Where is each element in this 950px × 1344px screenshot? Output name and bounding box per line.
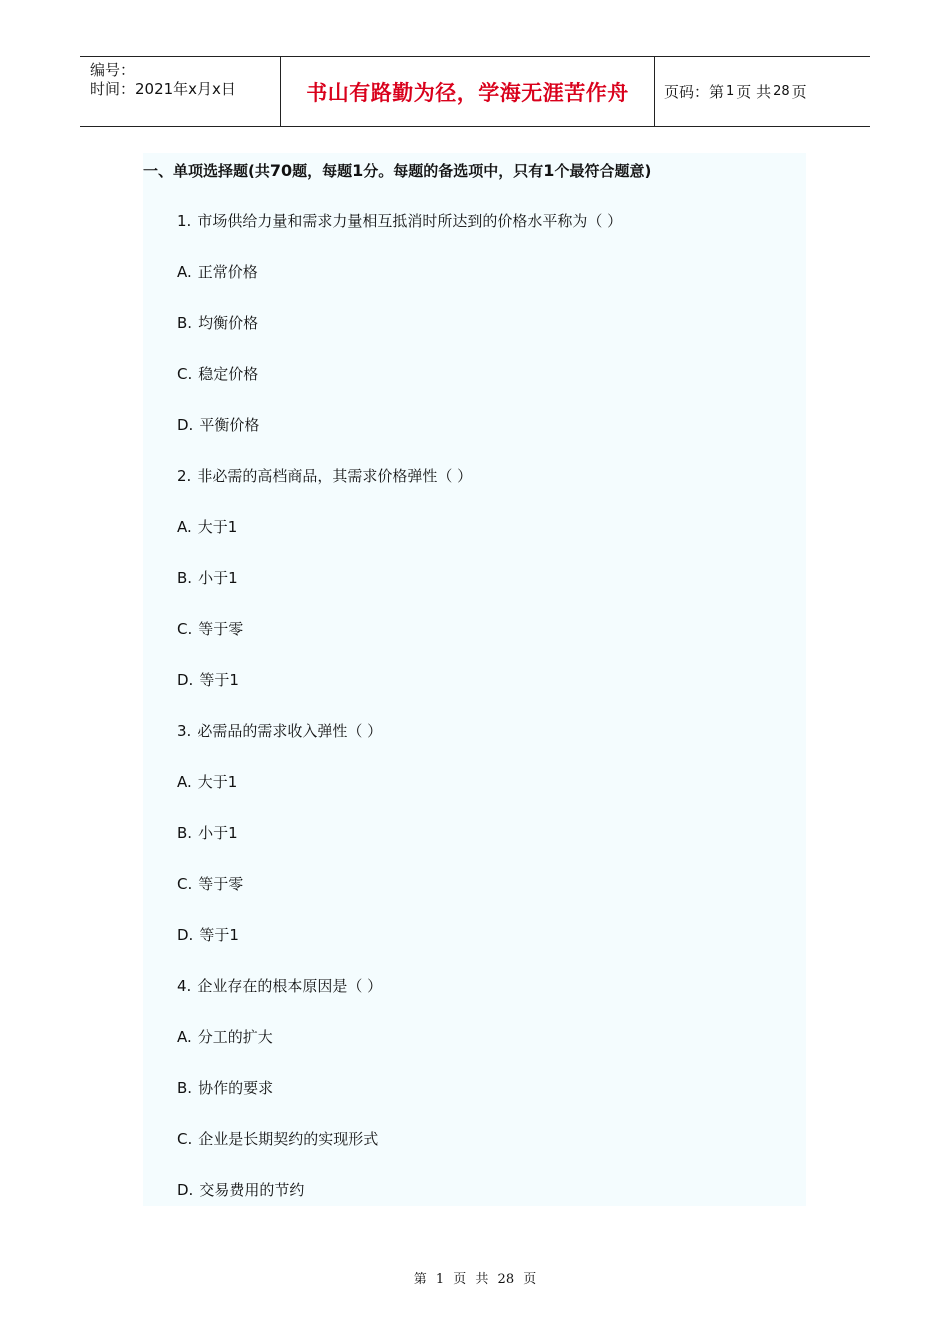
question-item	[177, 210, 622, 261]
item-label: B.	[177, 1079, 193, 1097]
item-label: 4.	[177, 977, 192, 995]
item-text: 企业是长期契约的实现形式	[198, 1130, 379, 1148]
item-label: C.	[177, 365, 193, 383]
item-text: 分工的扩大	[197, 1028, 273, 1046]
option-item	[177, 312, 622, 363]
option-item	[177, 669, 622, 720]
question-score: 1	[352, 161, 364, 180]
option-item	[177, 1077, 622, 1128]
item-label: A.	[177, 263, 192, 281]
option-item	[177, 414, 622, 465]
document-header	[80, 56, 870, 127]
item-text: 企业存在的根本原因是（ ）	[197, 977, 383, 995]
page-total: 28	[773, 84, 790, 99]
section-title-part: 分。每题的备选项中，只有	[363, 162, 544, 180]
item-label: A.	[177, 773, 192, 791]
motto-text: 书山有路勤为径，学海无涯苦作舟	[306, 80, 629, 105]
item-text: 等于1	[199, 671, 239, 689]
question-count: 70	[269, 161, 293, 180]
question-list	[177, 210, 622, 1230]
item-label: A.	[177, 518, 192, 536]
answer-count: 1	[543, 161, 555, 180]
item-label: B.	[177, 569, 193, 587]
option-item	[177, 1128, 622, 1179]
item-text: 小于1	[198, 569, 238, 587]
option-item	[177, 261, 622, 312]
option-item	[177, 873, 622, 924]
question-item	[177, 720, 622, 771]
item-text: 均衡价格	[198, 314, 259, 332]
item-text: 等于零	[198, 620, 244, 638]
header-meta-cell	[80, 57, 281, 126]
item-label: C.	[177, 875, 193, 893]
item-text: 非必需的高档商品，其需求价格弹性（ ）	[197, 467, 473, 485]
option-item	[177, 363, 622, 414]
item-label: C.	[177, 1130, 193, 1148]
item-text: 交易费用的节约	[199, 1181, 305, 1199]
item-text: 等于1	[199, 926, 239, 944]
item-text: 稳定价格	[198, 365, 259, 383]
page-mid-label: 页 共	[736, 83, 772, 101]
item-text: 正常价格	[197, 263, 258, 281]
option-item	[177, 618, 622, 669]
item-text: 市场供给力量和需求力量相互抵消时所达到的价格水平称为（ ）	[197, 212, 623, 230]
item-text: 大于1	[197, 773, 238, 791]
option-item	[177, 567, 622, 618]
item-label: D.	[177, 1181, 194, 1199]
option-item	[177, 1026, 622, 1077]
page-end-label: 页	[791, 83, 807, 101]
page-number: 1	[726, 84, 735, 99]
item-label: D.	[177, 416, 194, 434]
section-title-part: 题，每题	[292, 162, 353, 180]
page-label: 页码：第	[664, 83, 725, 101]
item-label: 1.	[177, 212, 192, 230]
item-text: 平衡价格	[199, 416, 260, 434]
item-text: 等于零	[198, 875, 244, 893]
item-text: 小于1	[198, 824, 238, 842]
option-item	[177, 822, 622, 873]
item-label: B.	[177, 314, 193, 332]
question-item	[177, 465, 622, 516]
question-item	[177, 975, 622, 1026]
item-label: D.	[177, 671, 194, 689]
header-page-cell	[655, 57, 870, 126]
serial-number-label: 编号：	[90, 61, 136, 79]
item-label: B.	[177, 824, 193, 842]
item-text: 协作的要求	[198, 1079, 274, 1097]
item-label: 2.	[177, 467, 192, 485]
item-label: D.	[177, 926, 194, 944]
item-text: 必需品的需求收入弹性（ ）	[197, 722, 383, 740]
header-motto-cell	[281, 57, 655, 126]
item-label: A.	[177, 1028, 192, 1046]
option-item	[177, 1179, 622, 1230]
option-item	[177, 516, 622, 567]
page-footer: 第 1 页 共 28 页	[413, 1272, 537, 1287]
section-title-part: 个最符合题意)	[554, 162, 652, 180]
item-label: 3.	[177, 722, 192, 740]
item-label: C.	[177, 620, 193, 638]
option-item	[177, 771, 622, 822]
option-item	[177, 924, 622, 975]
item-text: 大于1	[197, 518, 238, 536]
section-title-part: 一、单项选择题(共	[143, 162, 270, 180]
date-text: 时间：2021年x月x日	[90, 80, 236, 98]
section-title	[143, 160, 651, 181]
